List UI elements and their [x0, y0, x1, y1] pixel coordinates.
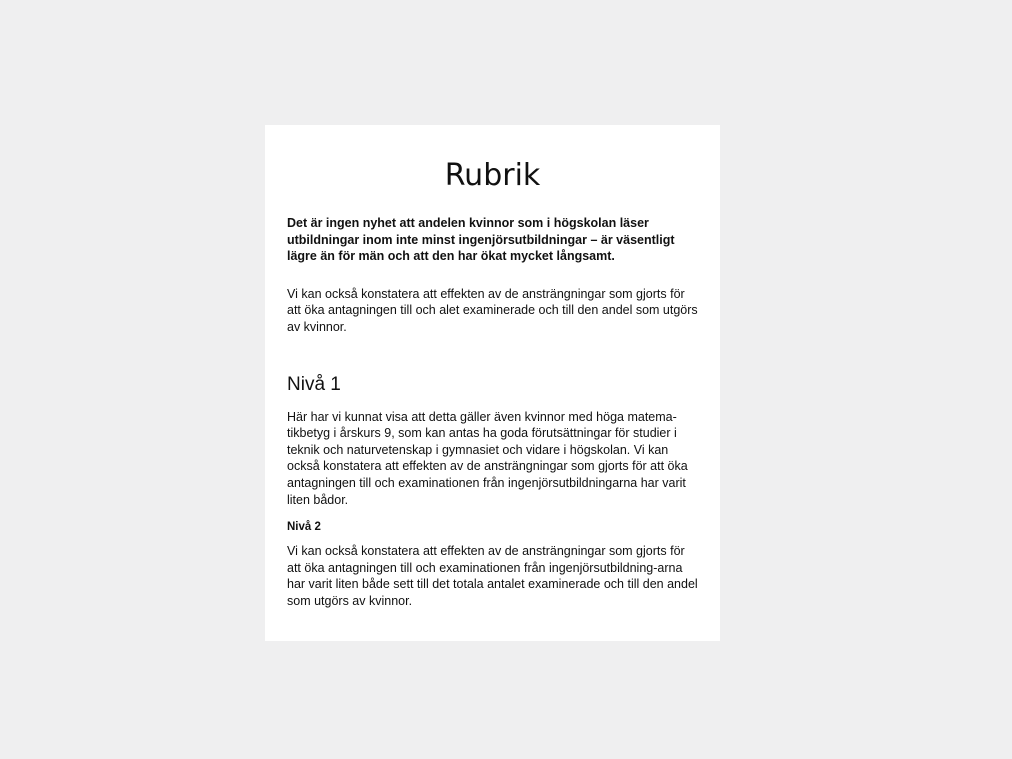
document-page — [265, 125, 720, 641]
body-paragraph-2: Här har vi kunnat visa att detta gäller även kvinnor med höga matema-tikbetyg i årskurs 9, som kan antas ha goda förutsättningar för studier i teknik och naturvetenskap i gymnasiet och vidare i högskolan. Vi kan också konstatera att effekten av de ansträngningar som gjorts för att öka antagningen till och examinationen från ingenjörsutbildningarna har varit liten bådor. — [287, 409, 688, 507]
heading-level-1: Nivå 1 — [287, 373, 341, 395]
document-title: Rubrik — [444, 158, 541, 193]
heading-level-2: Nivå 2 — [287, 521, 321, 534]
lead-paragraph: Det är ingen nyhet att andelen kvinnor som i högskolan läser utbildningar inom inte minst ingenjörsutbildningar – är väsentligt lägre än för män och att den har ökat mycket långsamt. — [287, 216, 675, 264]
body-paragraph-3: Vi kan också konstatera att effekten av de ansträngningar som gjorts för att öka antagningen till och examinationen från ingenjörsutbildning-arna har varit liten både sett till det totala antalet examinerade och till den andel som utgörs av kvinnor. — [287, 544, 698, 608]
body-paragraph-1: Vi kan också konstatera att effekten av de ansträngningar som gjorts för att öka antagningen till och alet examinerade och till den andel som utgörs av kvinnor. — [287, 286, 698, 334]
